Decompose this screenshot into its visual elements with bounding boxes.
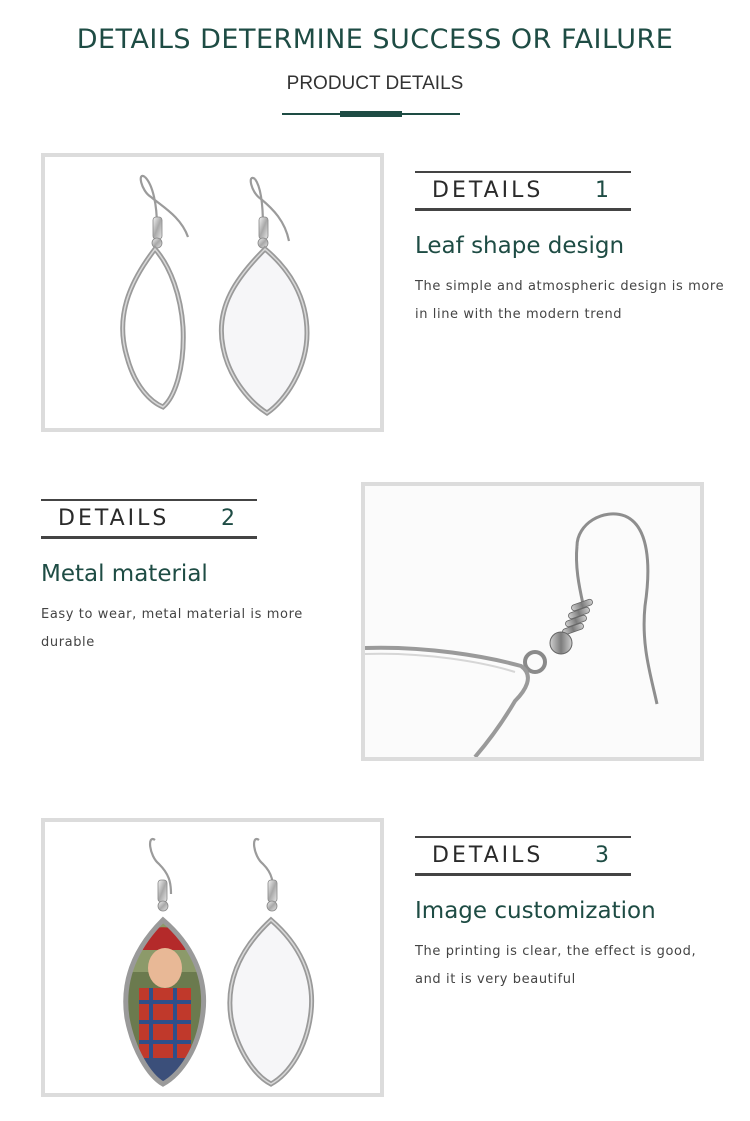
earrings-blank-illustration [45,157,380,428]
detail-label: DETAILS [58,506,170,531]
detail-heading-3 [415,836,631,876]
page-subtitle: PRODUCT DETAILS [286,73,464,94]
detail-description: Easy to wear, metal material is more durable [41,607,303,650]
detail-section-1 [415,171,735,329]
product-photo-pair-custom [41,818,384,1097]
detail-title: Leaf shape design [415,233,625,259]
detail-description: The printing is clear, the effect is good, and it is very beautiful [415,944,697,987]
detail-number: 2 [221,506,235,531]
detail-number: 3 [595,843,609,868]
detail-label: DETAILS [432,843,544,868]
page-title: DETAILS DETERMINE SUCCESS OR FAILURE [76,24,674,55]
detail-label: DETAILS [432,178,544,203]
detail-title: Image customization [415,898,656,924]
product-photo-hook-closeup [361,482,704,761]
product-photo-pair-blank [41,153,384,432]
header-divider-accent [340,111,402,117]
detail-title: Metal material [41,561,208,587]
detail-section-2 [41,499,361,657]
detail-description: The simple and atmospheric design is more in line with the modern trend [415,279,725,322]
detail-section-3 [415,836,735,994]
detail-heading-2 [41,499,257,539]
hook-closeup-illustration [365,486,700,757]
detail-number: 1 [595,178,609,203]
detail-heading-1 [415,171,631,211]
earrings-custom-illustration [45,822,380,1093]
printed-photo-image [115,912,215,1092]
